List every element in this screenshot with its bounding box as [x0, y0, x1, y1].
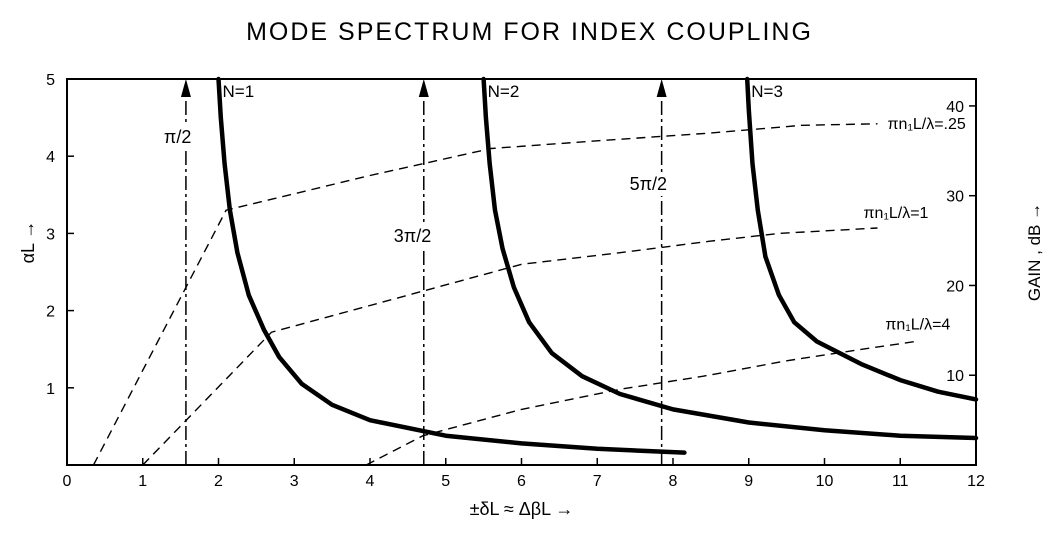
phase-marker-label: π/2: [163, 127, 192, 147]
gain-tick-label: 30: [946, 188, 964, 206]
y-tick-label: 3: [46, 226, 55, 244]
mode-curve: [219, 79, 685, 453]
phase-markers: [160, 79, 680, 465]
y-tick-label: 1: [46, 380, 55, 398]
y-tick-label: 2: [46, 303, 55, 321]
gain-tick-label: 20: [946, 278, 964, 296]
phase-marker-label: 3π/2: [393, 226, 432, 246]
x-tick-label: 11: [891, 473, 909, 490]
phase-marker-arrow: [419, 79, 429, 97]
x-tick-label: 5: [441, 473, 451, 490]
y-tick-label: 5: [46, 72, 55, 89]
coupling-curve: [366, 342, 915, 466]
coupling-curve-label: πn₁L/λ=4: [885, 316, 951, 334]
x-tick-label: 4: [365, 473, 375, 490]
x-tick-label: 10: [815, 473, 834, 490]
chart-title: MODE SPECTRUM FOR INDEX COUPLING: [246, 18, 813, 46]
mode-curves: [219, 79, 977, 453]
phase-marker-label: 5π/2: [629, 174, 668, 194]
x-axis-label: ±δL ≈ ΔβL →: [469, 499, 574, 519]
mode-curve-label: N=3: [751, 82, 783, 101]
x-tick-label: 12: [967, 473, 985, 490]
y-axis-label: αL →: [18, 220, 38, 264]
coupling-curve-label: πn₁L/λ=1: [863, 204, 929, 222]
phase-marker-arrow: [181, 79, 191, 97]
x-tick-label: 7: [592, 473, 602, 490]
mode-curve: [484, 79, 976, 438]
x-tick-label: 3: [289, 473, 299, 490]
gain-axis-label: GAIN , dB →: [1025, 202, 1044, 302]
phase-marker-arrow: [657, 79, 667, 97]
x-tick-label: 8: [668, 473, 678, 490]
x-tick-label: 2: [214, 473, 223, 490]
coupling-curve: [94, 124, 878, 465]
gain-tick-label: 10: [946, 368, 964, 386]
x-tick-label: 6: [517, 473, 526, 490]
x-tick-label: 9: [744, 473, 754, 490]
y-tick-label: 4: [46, 149, 55, 167]
axis-labels: [18, 203, 1044, 519]
plot-frame: [67, 79, 976, 465]
x-tick-label: 0: [62, 473, 72, 490]
coupling-curve-label: πn₁L/λ=.25: [887, 115, 966, 133]
plot-border: [67, 79, 976, 465]
mode-curve-label: N=2: [487, 82, 520, 101]
gain-tick-label: 40: [946, 98, 964, 116]
mode-curve-label: N=1: [222, 82, 255, 101]
x-tick-label: 1: [138, 473, 148, 490]
